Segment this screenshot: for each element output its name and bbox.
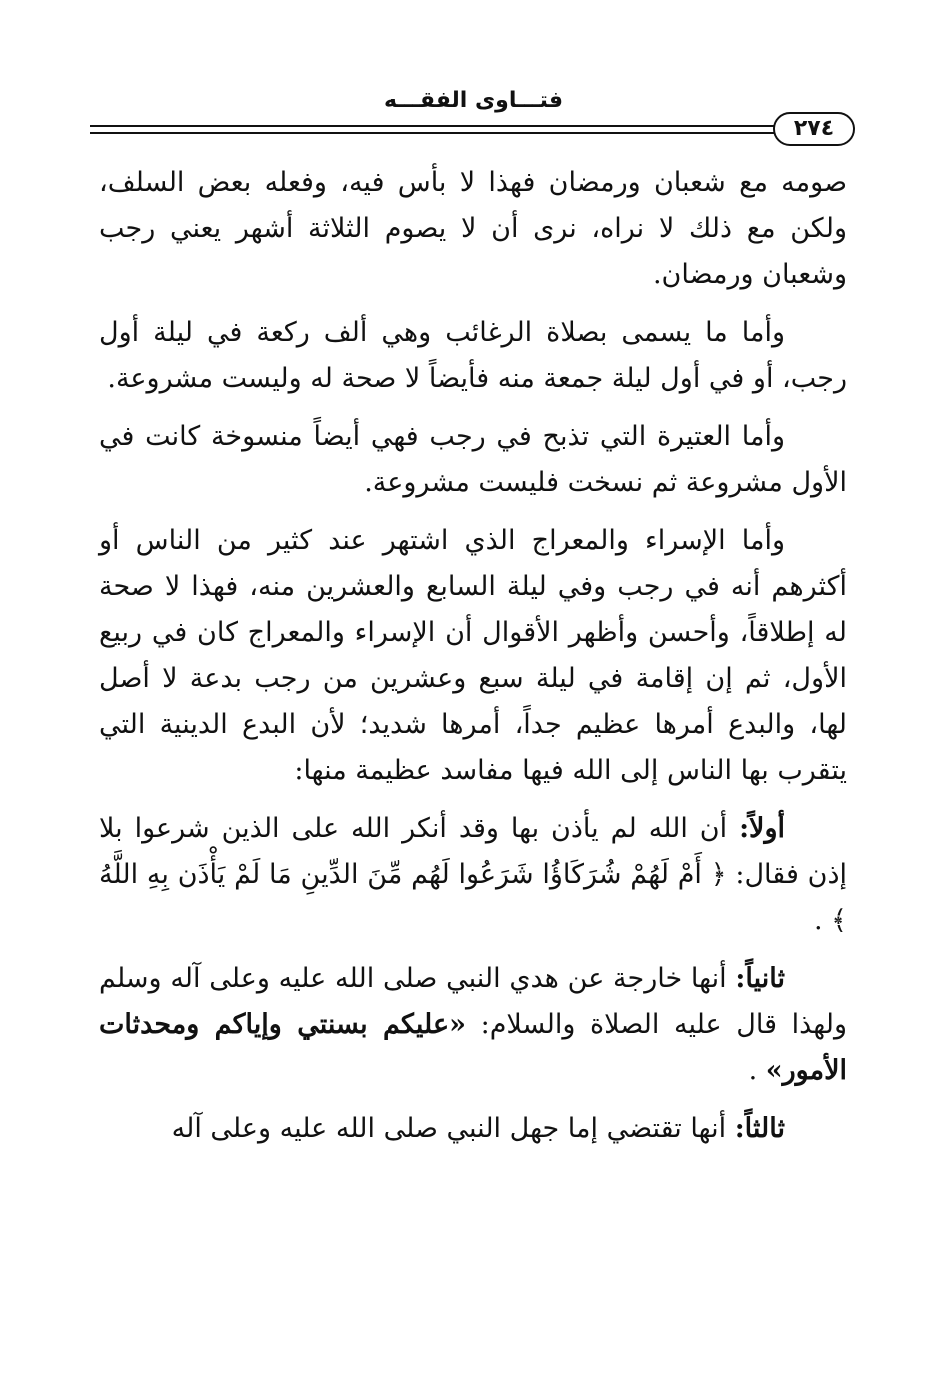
hadith-quote: «عليكم بسنتي وإياكم ومحدثات الأمور» [99,1009,847,1086]
point-lead: أولاً: [739,813,785,844]
paragraph: وأما ما يسمى بصلاة الرغائب وهي ألف ركعة في ليلة أول رجب، أو في أول ليلة جمعة منه فأيضاً لا صحة له وليست مشروعة. [99,317,847,394]
point-end: . [748,1055,758,1086]
paragraph: وأما الإسراء والمعراج الذي اشتهر عند كثير من الناس أو أكثرهم أنه في رجب وفي ليلة السابع والعشرين منه، فهذا لا صحة له إطلاقاً، وأحسن وأظهر الأقوال أن الإسراء والمعراج كان في ربيع الأول، ثم إن إقامة في ليلة سبع وعشرين من رجب بدعة لا أصل لها، والبدع أمرها عظيم جداً، أمرها شديد؛ لأن البدع الدينية التي يتقرب بها الناس إلى الله فيها مفاسد عظيمة منها: [99,525,847,786]
point-lead: ثالثاً: [734,1113,785,1144]
running-title: فتـــاوى الفقـــه [383,88,564,113]
point-third [99,1106,847,1152]
header-rule-bottom [90,132,815,134]
body-text [99,160,847,1164]
point-text: أن الله لم يأذن بها وقد أنكر الله على الذين شرعوا بلا إذن فقال: [99,813,847,890]
point-second [99,956,847,1094]
point-end: . [813,905,823,936]
point-first [99,806,847,944]
paragraph: صومه مع شعبان ورمضان فهذا لا بأس فيه، وفعله بعض السلف، ولكن مع ذلك لا نراه، نرى أن لا يصوم الثلاثة أشهر يعني رجب وشعبان ورمضان. [99,167,847,290]
page-number: ٢٧٤ [773,112,855,146]
paragraph: وأما العتيرة التي تذبح في رجب فهي أيضاً منسوخة كانت في الأول مشروعة ثم نسخت فليست مشروعة. [99,421,847,498]
point-lead: ثانياً: [735,963,785,994]
quran-verse: ﴿ أَمْ لَهُمْ شُرَكَاؤُا شَرَعُوا لَهُم مِّنَ الدِّينِ مَا لَمْ يَأْذَن بِهِ اللَّهُ ﴾ [99,859,847,936]
point-text: أنها خارجة عن هدي النبي صلى الله عليه وعلى آله وسلم ولهذا قال عليه الصلاة والسلام: [99,963,847,1040]
header-rule-top [90,125,815,127]
point-text: أنها تقتضي إما جهل النبي صلى الله عليه وعلى آله [171,1113,727,1144]
